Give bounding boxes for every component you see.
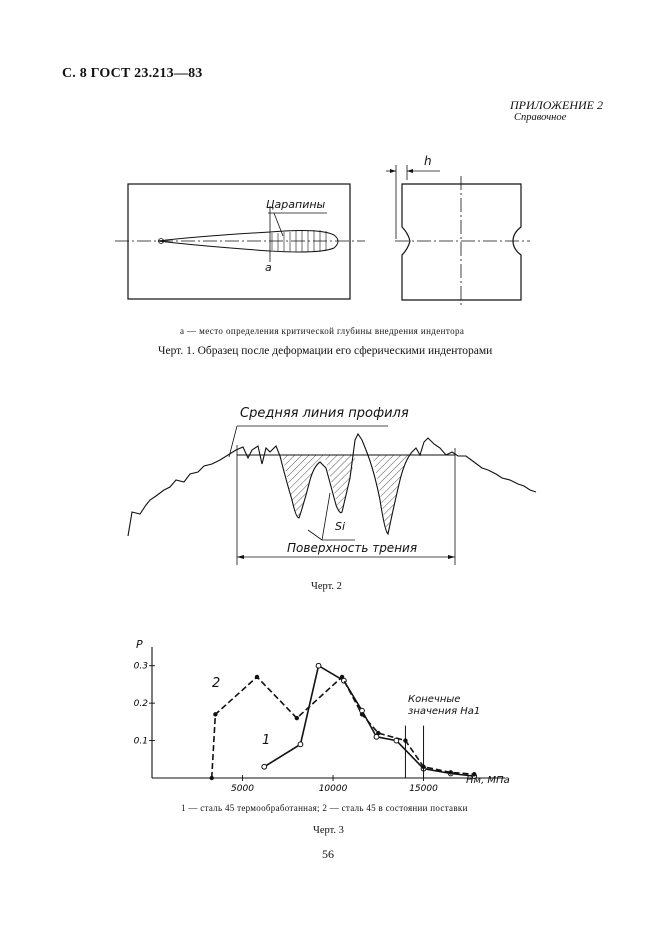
series-1-point [316,663,321,668]
series-2-point [255,675,259,679]
series-2-point [210,776,214,780]
series-label-2: 2 [212,676,221,691]
figure-1-note: а — место определения критической глубины внедрения индентора [180,326,465,336]
y-tick-label-0: 0.1 [133,736,148,747]
series-line-2 [212,677,474,778]
series-2-point [448,770,452,774]
x-tick-label-2: 15000 [409,784,438,794]
y-tick-label-1: 0.2 [133,699,148,710]
appendix-sub: Справочное [514,112,567,123]
figure-3-note: 1 — сталь 45 термообработанная; 2 — сталь 45 в состоянии поставки [181,803,468,813]
label-si: Si [335,520,346,533]
page-number: 56 [322,847,334,861]
label-h: h [424,154,432,168]
series-2-point [340,675,344,679]
x-axis-label: Hм, МПа [466,775,510,786]
x-tick-label-1: 10000 [318,784,348,794]
series-2-point [295,716,299,720]
label-scratches: Царапины [266,198,326,211]
figure-1-caption: Черт. 1. Образец после деформации его сферическими инденторами [158,345,493,357]
page-header: С. 8 ГОСТ 23.213—83 [62,66,203,81]
x-tick-label-0: 5000 [231,784,254,794]
series-2-point [376,731,380,735]
series-2-point [360,712,364,716]
series-1-point [298,742,303,747]
series-line-1 [264,666,474,776]
figure-2-caption: Черт. 2 [311,581,342,592]
figure-3-caption: Черт. 3 [313,825,344,836]
label-mean-line: Средняя линия профиля [240,406,409,421]
series-1-point [262,764,267,769]
label-surface: Поверхность трения [287,541,418,555]
chart-annotation: Конечные значения Hа1 [408,694,481,717]
y-axis-label: P [136,638,143,651]
appendix-label: ПРИЛОЖЕНИЕ 2 [510,98,603,112]
series-label-1: 1 [262,733,271,748]
label-a: а [265,261,272,274]
series-2-point [213,712,217,716]
y-tick-label-2: 0.3 [133,661,148,672]
